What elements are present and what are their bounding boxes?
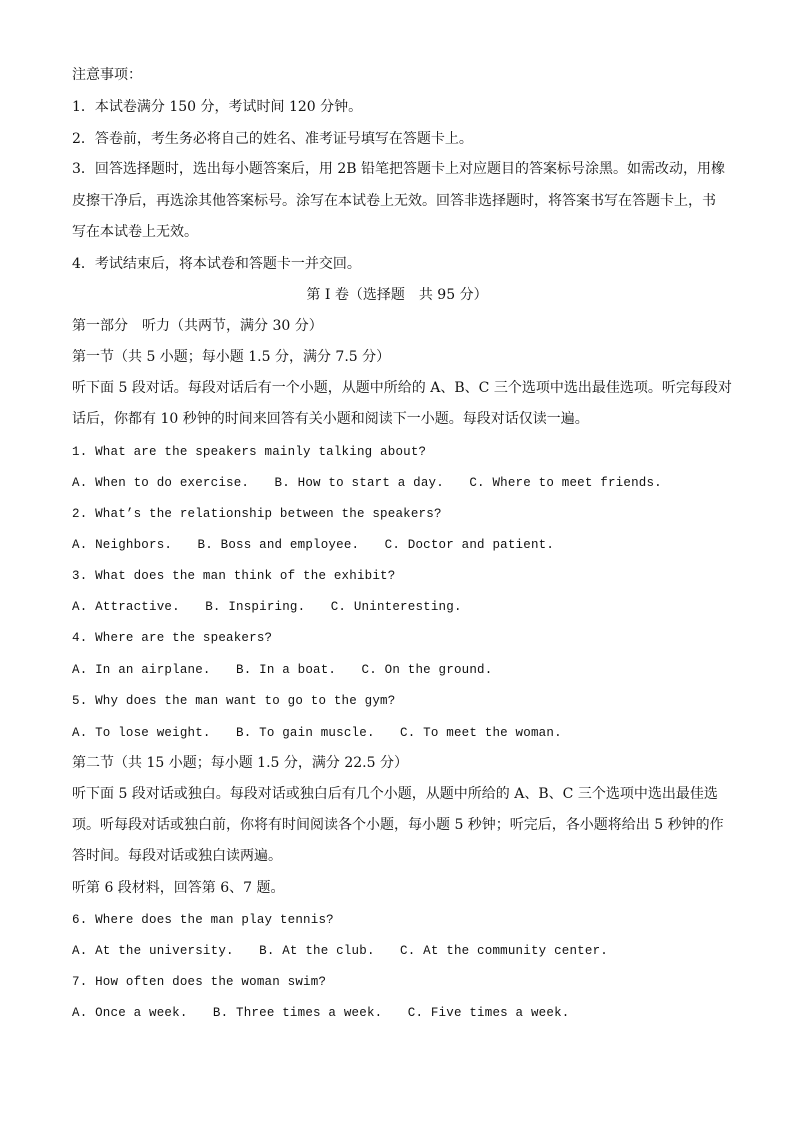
section-instructions: 项。听每段对话或独白前，你将有时间阅读各个小题，每小题 5 秒钟；听完后，各小题将给出 5 秒钟的作 <box>72 817 724 833</box>
notice-item: 4．考试结束后，将本试卷和答题卡一并交回。 <box>72 256 361 272</box>
question-options: A. When to do exercise. B. How to start a day. C. Where to meet friends. <box>72 476 662 490</box>
question-stem: 2. What’s the relationship between the speakers? <box>72 507 442 521</box>
question-options: A. Once a week. B. Three times a week. C. Five times a week. <box>72 1006 570 1020</box>
notice-item: 2．答卷前，考生务必将自己的姓名、准考证号填写在答题卡上。 <box>72 131 473 147</box>
section-title: 第二节（共 15 小题；每小题 1.5 分，满分 22.5 分） <box>72 755 408 771</box>
notice-item: 皮擦干净后，再选涂其他答案标号。涂写在本试卷上无效。回答非选择题时，将答案书写在答题卡上，书 <box>72 193 716 209</box>
section-instructions: 答时间。每段对话或独白读两遍。 <box>72 848 282 864</box>
question-stem: 7. How often does the woman swim? <box>72 975 327 989</box>
notice-item: 写在本试卷上无效。 <box>72 224 198 240</box>
section-instructions: 听下面 5 段对话。每段对话后有一个小题，从题中所给的 A、B、C 三个选项中选出最佳选项。听完每段对 <box>72 380 732 396</box>
notice-title: 注意事项： <box>72 67 142 83</box>
question-stem: 1. What are the speakers mainly talking about? <box>72 445 427 459</box>
volume-title: 第 Ⅰ 卷（选择题 共 95 分） <box>306 287 488 303</box>
question-stem: 3. What does the man think of the exhibit? <box>72 569 396 583</box>
question-stem: 5. Why does the man want to go to the gym? <box>72 694 396 708</box>
question-stem: 6. Where does the man play tennis? <box>72 913 334 927</box>
section-title: 第一节（共 5 小题；每小题 1.5 分，满分 7.5 分） <box>72 349 391 365</box>
question-options: A. Attractive. B. Inspiring. C. Uninteresting. <box>72 600 462 614</box>
notice-item: 1．本试卷满分 150 分，考试时间 120 分钟。 <box>72 99 363 115</box>
question-options: A. Neighbors. B. Boss and employee. C. Doctor and patient. <box>72 538 555 552</box>
question-stem: 4. Where are the speakers? <box>72 631 273 645</box>
question-options: A. At the university. B. At the club. C. At the community center. <box>72 944 608 958</box>
material-note: 听第 6 段材料，回答第 6、7 题。 <box>72 880 285 896</box>
question-options: A. In an airplane. B. In a boat. C. On the ground. <box>72 663 493 677</box>
section-instructions: 话后，你都有 10 秒钟的时间来回答有关小题和阅读下一小题。每段对话仅读一遍。 <box>72 411 589 427</box>
part-title: 第一部分 听力（共两节，满分 30 分） <box>72 318 323 334</box>
question-options: A. To lose weight. B. To gain muscle. C. To meet the woman. <box>72 726 562 740</box>
section-instructions: 听下面 5 段对话或独白。每段对话或独白后有几个小题，从题中所给的 A、B、C 三个选项中选出最佳选 <box>72 786 718 802</box>
notice-item: 3．回答选择题时，选出每小题答案后，用 2B 铅笔把答题卡上对应题目的答案标号涂黑。如需改动，用橡 <box>72 161 726 177</box>
